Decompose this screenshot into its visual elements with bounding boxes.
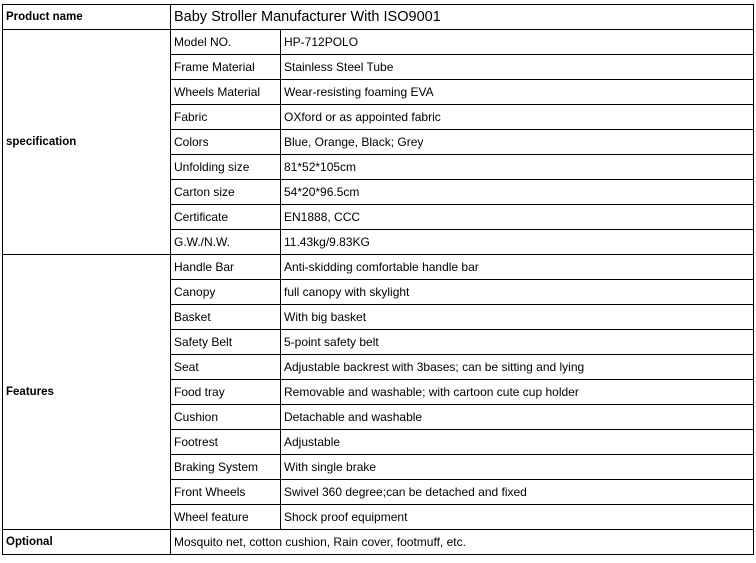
- attribute-value: full canopy with skylight: [281, 280, 754, 305]
- attribute-value: Adjustable: [281, 430, 754, 455]
- attribute-key: G.W./N.W.: [171, 230, 281, 255]
- spec-table-body: [3, 5, 754, 555]
- optional-row: [3, 530, 754, 555]
- attribute-key: Safety Belt: [171, 330, 281, 355]
- product-name-value: Baby Stroller Manufacturer With ISO9001: [171, 5, 754, 30]
- attribute-key: Model NO.: [171, 30, 281, 55]
- attribute-key: Certificate: [171, 205, 281, 230]
- attribute-key: Wheels Material: [171, 80, 281, 105]
- attribute-key: Colors: [171, 130, 281, 155]
- attribute-value: Anti-skidding comfortable handle bar: [281, 255, 754, 280]
- attribute-value: Stainless Steel Tube: [281, 55, 754, 80]
- optional-value: Mosquito net, cotton cushion, Rain cover, footmuff, etc.: [171, 530, 754, 555]
- attribute-key: Canopy: [171, 280, 281, 305]
- attribute-key: Cushion: [171, 405, 281, 430]
- attribute-value: OXford or as appointed fabric: [281, 105, 754, 130]
- attribute-key: Fabric: [171, 105, 281, 130]
- attribute-value: EN1888, CCC: [281, 205, 754, 230]
- product-spec-table: [2, 4, 754, 555]
- attribute-value: With single brake: [281, 455, 754, 480]
- specification-label: specification: [3, 30, 171, 255]
- attribute-key: Basket: [171, 305, 281, 330]
- attribute-value: Detachable and washable: [281, 405, 754, 430]
- attribute-value: Wear-resisting foaming EVA: [281, 80, 754, 105]
- attribute-key: Seat: [171, 355, 281, 380]
- features-row: [3, 255, 754, 280]
- attribute-value: 81*52*105cm: [281, 155, 754, 180]
- product-name-row: [3, 5, 754, 30]
- attribute-value: 54*20*96.5cm: [281, 180, 754, 205]
- attribute-value: HP-712POLO: [281, 30, 754, 55]
- features-label: Features: [3, 255, 171, 530]
- attribute-key: Food tray: [171, 380, 281, 405]
- attribute-value: 11.43kg/9.83KG: [281, 230, 754, 255]
- attribute-value: 5-point safety belt: [281, 330, 754, 355]
- specification-row: [3, 30, 754, 55]
- attribute-value: With big basket: [281, 305, 754, 330]
- attribute-key: Front Wheels: [171, 480, 281, 505]
- attribute-key: Footrest: [171, 430, 281, 455]
- attribute-key: Frame Material: [171, 55, 281, 80]
- optional-label: Optional: [3, 530, 171, 555]
- attribute-value: Removable and washable; with cartoon cute cup holder: [281, 380, 754, 405]
- attribute-key: Unfolding size: [171, 155, 281, 180]
- attribute-key: Handle Bar: [171, 255, 281, 280]
- attribute-key: Braking System: [171, 455, 281, 480]
- attribute-value: Shock proof equipment: [281, 505, 754, 530]
- attribute-value: Adjustable backrest with 3bases; can be sitting and lying: [281, 355, 754, 380]
- product-name-label: Product name: [3, 5, 171, 30]
- attribute-key: Wheel feature: [171, 505, 281, 530]
- attribute-value: Blue, Orange, Black; Grey: [281, 130, 754, 155]
- attribute-key: Carton size: [171, 180, 281, 205]
- attribute-value: Swivel 360 degree;can be detached and fixed: [281, 480, 754, 505]
